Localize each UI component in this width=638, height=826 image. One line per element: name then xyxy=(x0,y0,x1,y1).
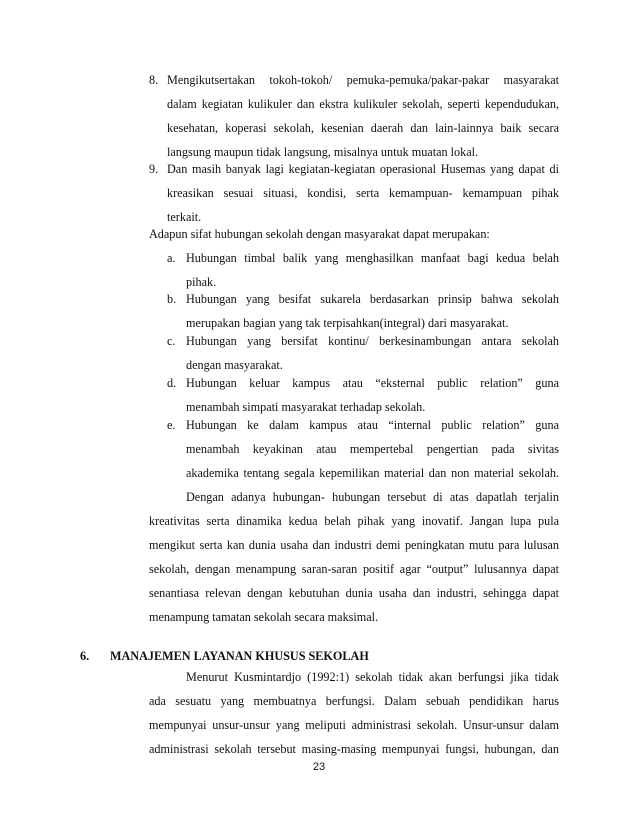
list-item-9-line-2: kreasikan sesuai situasi, kondisi, serta kemampuan- kemampuan pihak xyxy=(167,186,559,200)
page-number: 23 xyxy=(312,761,326,773)
list-marker-a: a. xyxy=(167,251,176,265)
paragraph-1-line-4: sekolah, dengan menampung saran-saran positif agar “output” lulusannya dapat xyxy=(149,562,559,576)
list-item-8-line-2: dalam kegiatan kulikuler dan ekstra kulikuler sekolah, seperti kependudukan, xyxy=(167,97,559,111)
list-marker-8: 8. xyxy=(149,73,159,87)
list-item-e-line-3: akademika tentang segala kepemilikan material dan non material sekolah. xyxy=(186,466,559,480)
paragraph-1-line-1: Dengan adanya hubungan- hubungan tersebut di atas dapatlah terjalin xyxy=(186,490,559,504)
list-item-9-line-1: Dan masih banyak lagi kegiatan-kegiatan operasional Husemas yang dapat di xyxy=(167,162,559,176)
section-number: 6. xyxy=(80,649,90,663)
paragraph-2-line-2: ada sesuatu yang membuatnya berfungsi. Dalam sebuah pendidikan harus xyxy=(149,694,559,708)
section-title: MANAJEMEN LAYANAN KHUSUS SEKOLAH xyxy=(110,649,369,663)
list-item-d-line-1: Hubungan keluar kampus atau “eksternal public relation” guna xyxy=(186,376,559,390)
list-item-e-line-1: Hubungan ke dalam kampus atau “internal public relation” guna xyxy=(186,418,559,432)
list-item-b-line-1: Hubungan yang besifat sukarela berdasarkan prinsip bahwa sekolah xyxy=(186,292,559,306)
paragraph-1-line-3: mengikut serta kan dunia usaha dan industri demi peningkatan mutu para lulusan xyxy=(149,538,559,552)
list-marker-c: c. xyxy=(167,334,176,348)
paragraph-2-line-1: Menurut Kusmintardjo (1992:1) sekolah tidak akan berfungsi jika tidak xyxy=(186,670,559,684)
list-item-c-line-1: Hubungan yang bersifat kontinu/ berkesinambungan antara sekolah xyxy=(186,334,559,348)
list-marker-9: 9. xyxy=(149,162,159,176)
paragraph-2-line-4: administrasi sekolah tersebut masing-masing mempunyai fungsi, hubungan, dan xyxy=(149,742,559,756)
list-marker-e: e. xyxy=(167,418,176,432)
list-item-b-line-2: merupakan bagian yang tak terpisahkan(integral) dari masyarakat. xyxy=(186,316,509,330)
list-item-8-line-1: Mengikutsertakan tokoh-tokoh/ pemuka-pemuka/pakar-pakar masyarakat xyxy=(167,73,559,87)
list-item-d-line-2: menambah simpati masyarakat terhadap sekolah. xyxy=(186,400,426,414)
paragraph-2-line-3: mempunyai unsur-unsur yang meliputi administrasi sekolah. Unsur-unsur dalam xyxy=(149,718,559,732)
list-item-c-line-2: dengan masyarakat. xyxy=(186,358,283,372)
paragraph-1-line-5: senantiasa relevan dengan kebutuhan dunia usaha dan industri, sehingga dapat xyxy=(149,586,559,600)
paragraph-1-line-6: menampung tamatan sekolah secara maksimal. xyxy=(149,610,379,624)
intro-text: Adapun sifat hubungan sekolah dengan masyarakat dapat merupakan: xyxy=(149,227,490,241)
paragraph-1-line-2: kreativitas serta dinamika kedua belah pihak yang inovatif. Jangan lupa pula xyxy=(149,514,559,528)
list-item-9-line-3: terkait. xyxy=(167,210,202,224)
list-item-e-line-2: menambah keyakinan atau mempertebal pengertian pada sivitas xyxy=(186,442,559,456)
list-item-a-line-1: Hubungan timbal balik yang menghasilkan manfaat bagi kedua belah xyxy=(186,251,559,265)
list-item-a-line-2: pihak. xyxy=(186,275,217,289)
list-marker-b: b. xyxy=(167,292,177,306)
list-marker-d: d. xyxy=(167,376,177,390)
list-item-8-line-3: kesehatan, koperasi sekolah, kesenian daerah dan lain-lainnya baik secara xyxy=(167,121,559,135)
list-item-8-line-4: langsung maupun tidak langsung, misalnya untuk muatan lokal. xyxy=(167,145,479,159)
